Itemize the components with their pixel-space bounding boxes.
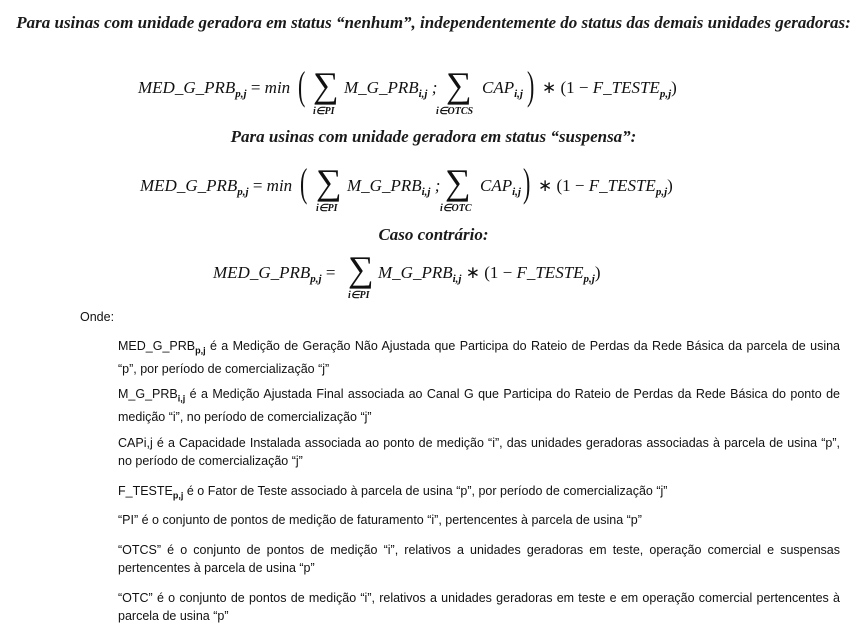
definition-pi: “PI” é o conjunto de pontos de medição de faturamento “i”, pertencentes à parcela de usina “p” <box>118 513 642 527</box>
caption-status-nenhum: Para usinas com unidade geradora em status “nenhum”, independentemente do status das demais unidades geradoras: <box>16 13 851 32</box>
eq1-lhs: $MED\_G\_PRB_{p,j} = \min$ <box>138 78 291 100</box>
eq1-term-2: $CAP_{i,j}$ <box>482 78 523 100</box>
eq2-lhs: $MED\_G\_PRB_{p,j} = \min$ <box>140 176 293 198</box>
definition-otc: “OTC” é o conjunto de pontos de medição “i”, relativos a unidades geradoras em teste e em operação comercial pertencentes à parcela de usina “p” <box>118 591 840 623</box>
eq2-term-1: $M\_G\_PRB_{i,j}$ ; <box>347 176 441 198</box>
eq2-open-paren: ( <box>299 160 308 205</box>
eq3-lhs: $MED\_G\_PRB_{p,j}$ = <box>213 263 336 285</box>
caption-caso-contrario: Caso contrário: <box>378 225 489 244</box>
eq3-sum1-set: i∈PI <box>348 290 370 301</box>
definition-cap: CAPi,j é a Capacidade Instalada associada ao ponto de medição “i”, das unidades geradoras associadas à parcela de usina “p”, no período de comercialização “j” <box>118 436 840 468</box>
eq1-sum2-set: i∈OTCS <box>436 106 474 117</box>
definition-otcs: “OTCS” é o conjunto de pontos de medição “i”, relativos a unidades geradoras em teste, operação comercial e suspensas pertencentes à parcela de usina “p” <box>118 543 840 575</box>
definition-f-teste: $F\_TESTE_{p,j}$ é o Fator de Teste associado à parcela de usina “p”, por período de comercialização “j” <box>118 484 668 501</box>
eq2-sum-1: ∑ <box>316 162 342 202</box>
eq2-tail: ∗ $(1 - F\_TESTE_{p,j})$ <box>538 176 673 198</box>
eq2-close-paren: ) <box>522 160 531 205</box>
eq1-tail: ∗ $(1 - F\_TESTE_{p,j})$ <box>542 78 677 100</box>
eq1-open-paren: ( <box>297 63 306 108</box>
caption-status-suspensa: Para usinas com unidade geradora em status “suspensa”: <box>230 127 637 146</box>
eq1-sum-1: ∑ <box>313 65 339 105</box>
eq2-sum-2: ∑ <box>445 162 471 202</box>
eq2-sum2-set: i∈OTC <box>440 203 472 214</box>
eq1-sum-2: ∑ <box>446 65 472 105</box>
eq3-sum-1: ∑ <box>348 249 374 289</box>
eq2-term-2: $CAP_{i,j}$ <box>480 176 521 198</box>
eq1-term-1: $M\_G\_PRB_{i,j}$ ; <box>344 78 438 100</box>
definition-med-g-prb: $MED\_G\_PRB_{p,j}$ é a Medição de Geração Não Ajustada que Participa do Rateio de Perdas da Rede Básica da parcela de usina “p”, por período de comercialização “j” <box>118 339 840 376</box>
onde-label: Onde: <box>80 310 115 324</box>
eq1-close-paren: ) <box>526 63 535 108</box>
eq1-sum1-set: i∈PI <box>313 106 335 117</box>
eq2-sum1-set: i∈PI <box>316 203 338 214</box>
eq3-term: $M\_G\_PRB_{i,j}$ ∗ $(1 - F\_TESTE_{p,j})$ <box>378 263 601 285</box>
definition-m-g-prb: $M\_G\_PRB_{i,j}$ é a Medição Ajustada Final associada ao Canal G que Participa do Rateio de Perdas da Rede Básica do ponto de medição “i”, no período de comercialização “j” <box>118 387 840 424</box>
